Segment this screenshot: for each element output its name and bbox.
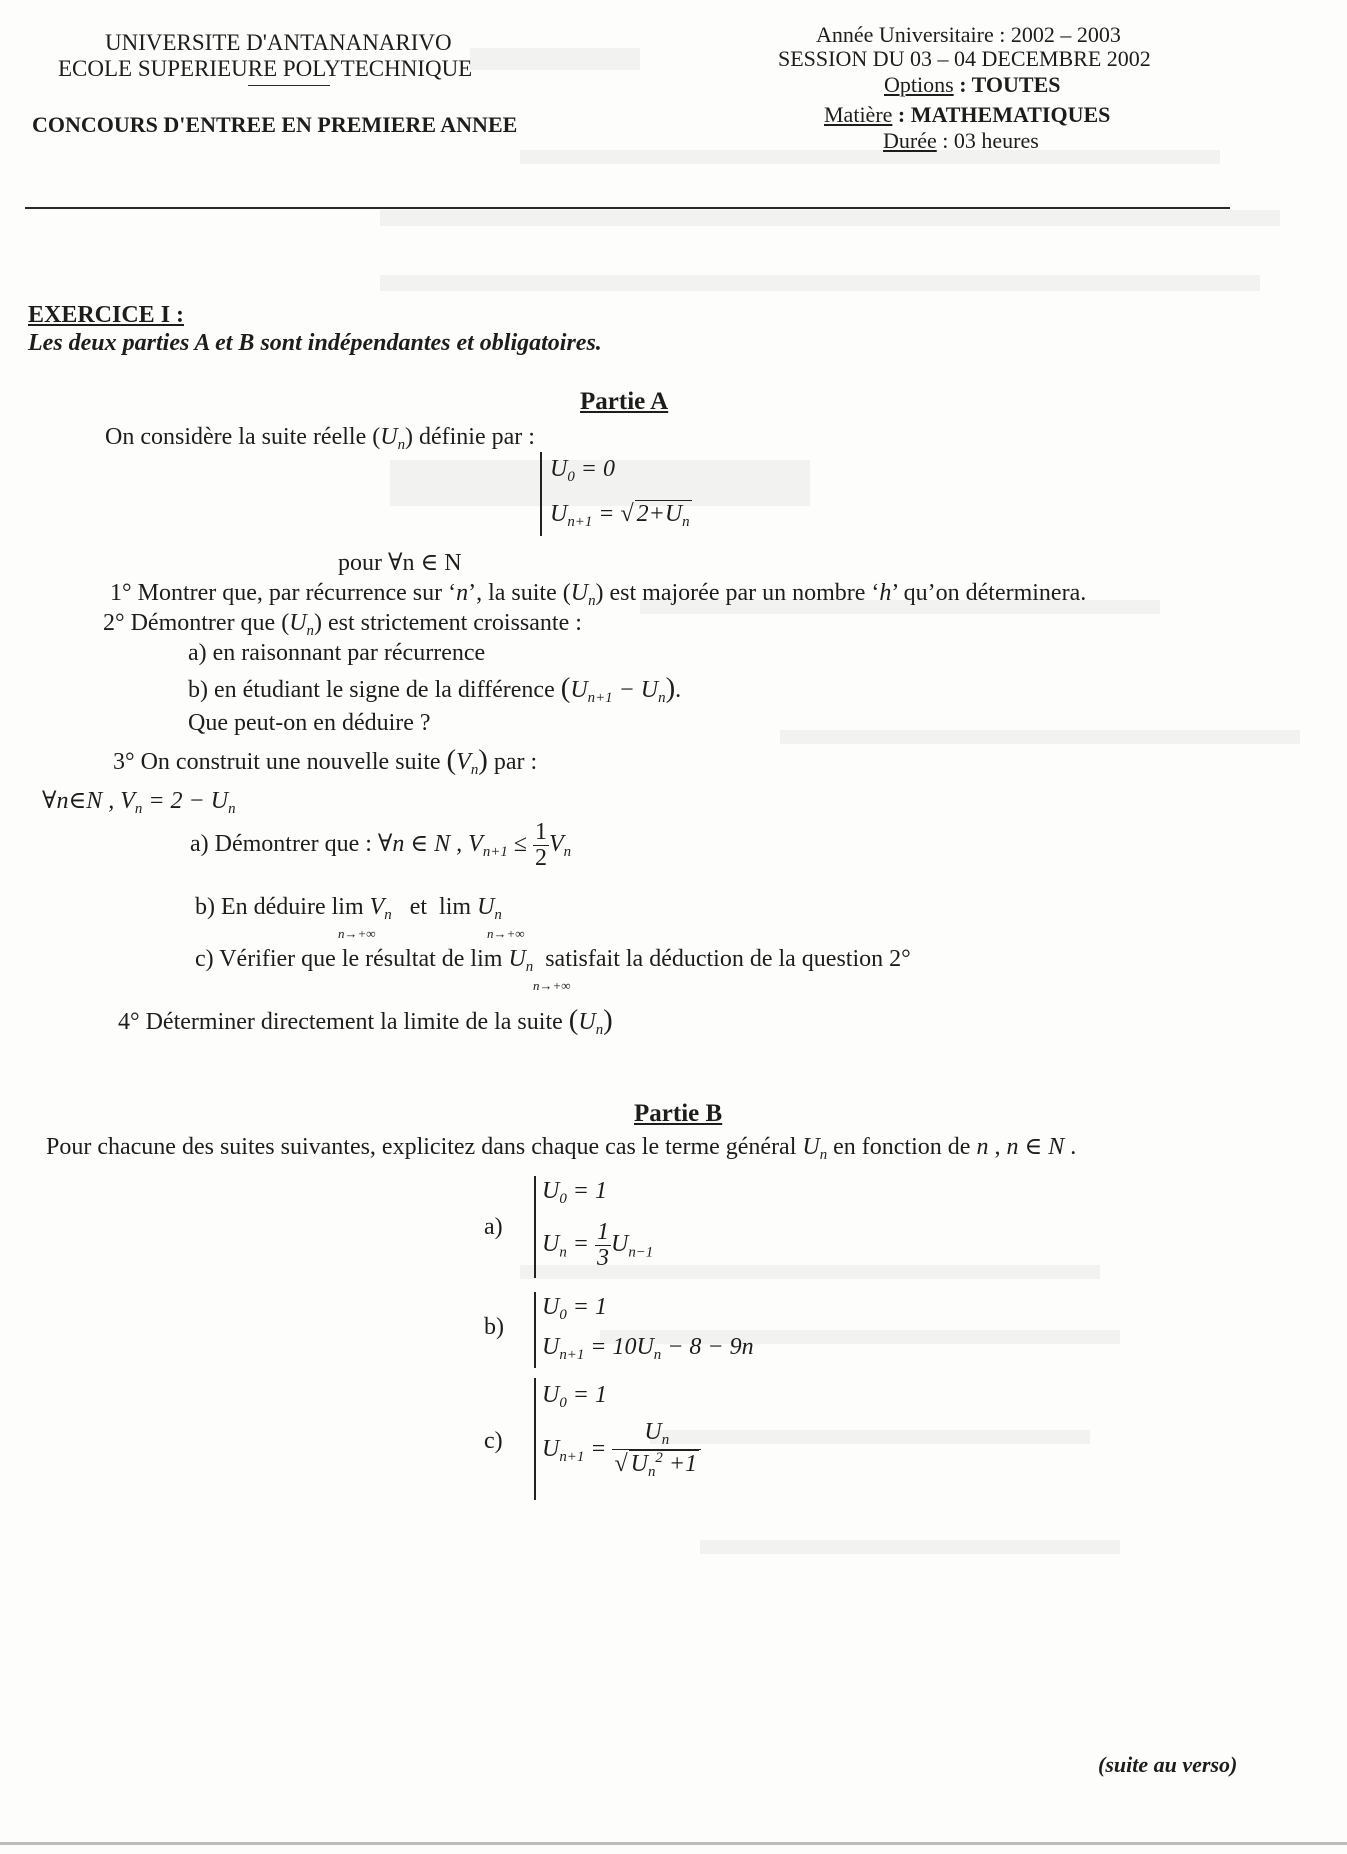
question-3: 3° On construit une nouvelle suite $(V_n)$ par : bbox=[113, 744, 538, 779]
subject-value: : MATHEMATIQUES bbox=[897, 102, 1111, 127]
limit-subscript: n→+∞ bbox=[533, 978, 571, 993]
question-2: 2° Démontrer que $(U_n)$ est strictement croissante : bbox=[103, 610, 582, 640]
item-a-u0: $U_0 = 1$ bbox=[542, 1178, 607, 1208]
limit-subscript: n→+∞ bbox=[487, 926, 525, 941]
part-b-title: Partie B bbox=[634, 1100, 723, 1127]
item-a-recurrence: $U_n$ = $\frac{1}{3}$ $U_{n-1}$ bbox=[542, 1219, 654, 1272]
options-line bbox=[884, 72, 1060, 98]
item-c-label: c) bbox=[484, 1428, 503, 1454]
year-value: 2002 – 2003 bbox=[1010, 22, 1121, 47]
contest-title: CONCOURS D'ENTREE EN PREMIERE ANNEE bbox=[32, 112, 518, 137]
question-3-definition: ∀n∈N , $V_n = 2 - U_n$ bbox=[42, 788, 236, 818]
part-a-intro: On considère la suite réelle $(U_n)$ définie par : bbox=[105, 424, 535, 454]
duration-label: Durée bbox=[883, 128, 937, 153]
options-value: : TOUTES bbox=[959, 72, 1061, 97]
definition-brace bbox=[540, 452, 542, 536]
part-b-intro: Pour chacune des suites suivantes, explicitez dans chaque cas le terme général $U_n$ en fonction de n , n ∈ N . bbox=[46, 1134, 1077, 1164]
academic-year bbox=[816, 22, 1121, 48]
subject-line bbox=[824, 102, 1110, 128]
continued-note: (suite au verso) bbox=[1098, 1752, 1238, 1777]
header-rule bbox=[25, 207, 1230, 209]
header-underline bbox=[248, 85, 330, 86]
definition-recurrence: $U_{n+1}$ = √ $2+U_n$ bbox=[550, 501, 690, 531]
duration-line bbox=[883, 128, 1039, 154]
university-name: UNIVERSITE D'ANTANANARIVO bbox=[105, 30, 452, 55]
question-4: 4° Déterminer directement la limite de la suite $(U_n)$ bbox=[118, 1004, 613, 1039]
limit-subscript: n→+∞ bbox=[338, 926, 376, 941]
definition-u0: $U_0 = 0$ bbox=[550, 456, 615, 486]
bleed-through bbox=[780, 730, 1300, 744]
question-3a: a) Démontrer que : ∀n ∈ N , $V_{n+1}$ ≤ $\frac{1}{2}$ $V_n$ bbox=[190, 819, 572, 872]
item-b-recurrence: $U_{n+1} = 10U_n - 8 - 9n$ bbox=[542, 1334, 754, 1364]
item-b-label: b) bbox=[484, 1314, 504, 1340]
bleed-through bbox=[470, 48, 640, 70]
item-c-u0: $U_0 = 1$ bbox=[542, 1382, 607, 1412]
year-label: Année Universitaire : bbox=[816, 22, 1006, 47]
bleed-through bbox=[650, 1430, 1090, 1444]
question-2b: b) en étudiant le signe de la différence $(U_{n+1} - U_n)$. bbox=[188, 672, 682, 707]
item-a-brace bbox=[534, 1176, 536, 1278]
question-3c: c) Vérifier que le résultat de $\lim U_n$ satisfait la déduction de la question 2° bbox=[195, 946, 911, 976]
question-2a: a) en raisonnant par récurrence bbox=[188, 640, 486, 666]
question-3b: b) En déduire $\lim V_n$ et $\lim U_n$ bbox=[195, 894, 502, 924]
question-2c: Que peut-on en déduire ? bbox=[188, 710, 431, 736]
subject-label: Matière bbox=[824, 102, 893, 127]
bleed-through bbox=[380, 275, 1260, 291]
bleed-through bbox=[700, 1540, 1120, 1554]
item-c-brace bbox=[534, 1378, 536, 1500]
item-c-recurrence: $U_{n+1}$ = $\frac{U_n}{√ U_n^2 +1}$ bbox=[542, 1420, 701, 1481]
exercise-subtitle: Les deux parties A et B sont indépendantes et obligatoires. bbox=[28, 330, 602, 356]
item-a-label: a) bbox=[484, 1214, 503, 1240]
item-b-brace bbox=[534, 1292, 536, 1368]
duration-value: : 03 heures bbox=[942, 128, 1039, 153]
exercise-title: EXERCICE I : bbox=[28, 302, 185, 328]
bleed-through bbox=[520, 150, 1220, 164]
question-1: 1° Montrer que, par récurrence sur ‘n’, la suite $(U_n)$ est majorée par un nombre ‘h’ qu’on déterminera. bbox=[110, 580, 1087, 610]
bottom-edge bbox=[0, 1842, 1347, 1845]
session-date: SESSION DU 03 – 04 DECEMBRE 2002 bbox=[778, 46, 1151, 71]
school-name: ECOLE SUPERIEURE POLYTECHNIQUE bbox=[58, 56, 473, 81]
options-label: Options bbox=[884, 72, 954, 97]
forall-condition: pour ∀n ∈ N bbox=[338, 550, 462, 576]
bleed-through bbox=[380, 210, 1280, 226]
part-a-title: Partie A bbox=[580, 388, 669, 415]
item-b-u0: $U_0 = 1$ bbox=[542, 1294, 607, 1324]
